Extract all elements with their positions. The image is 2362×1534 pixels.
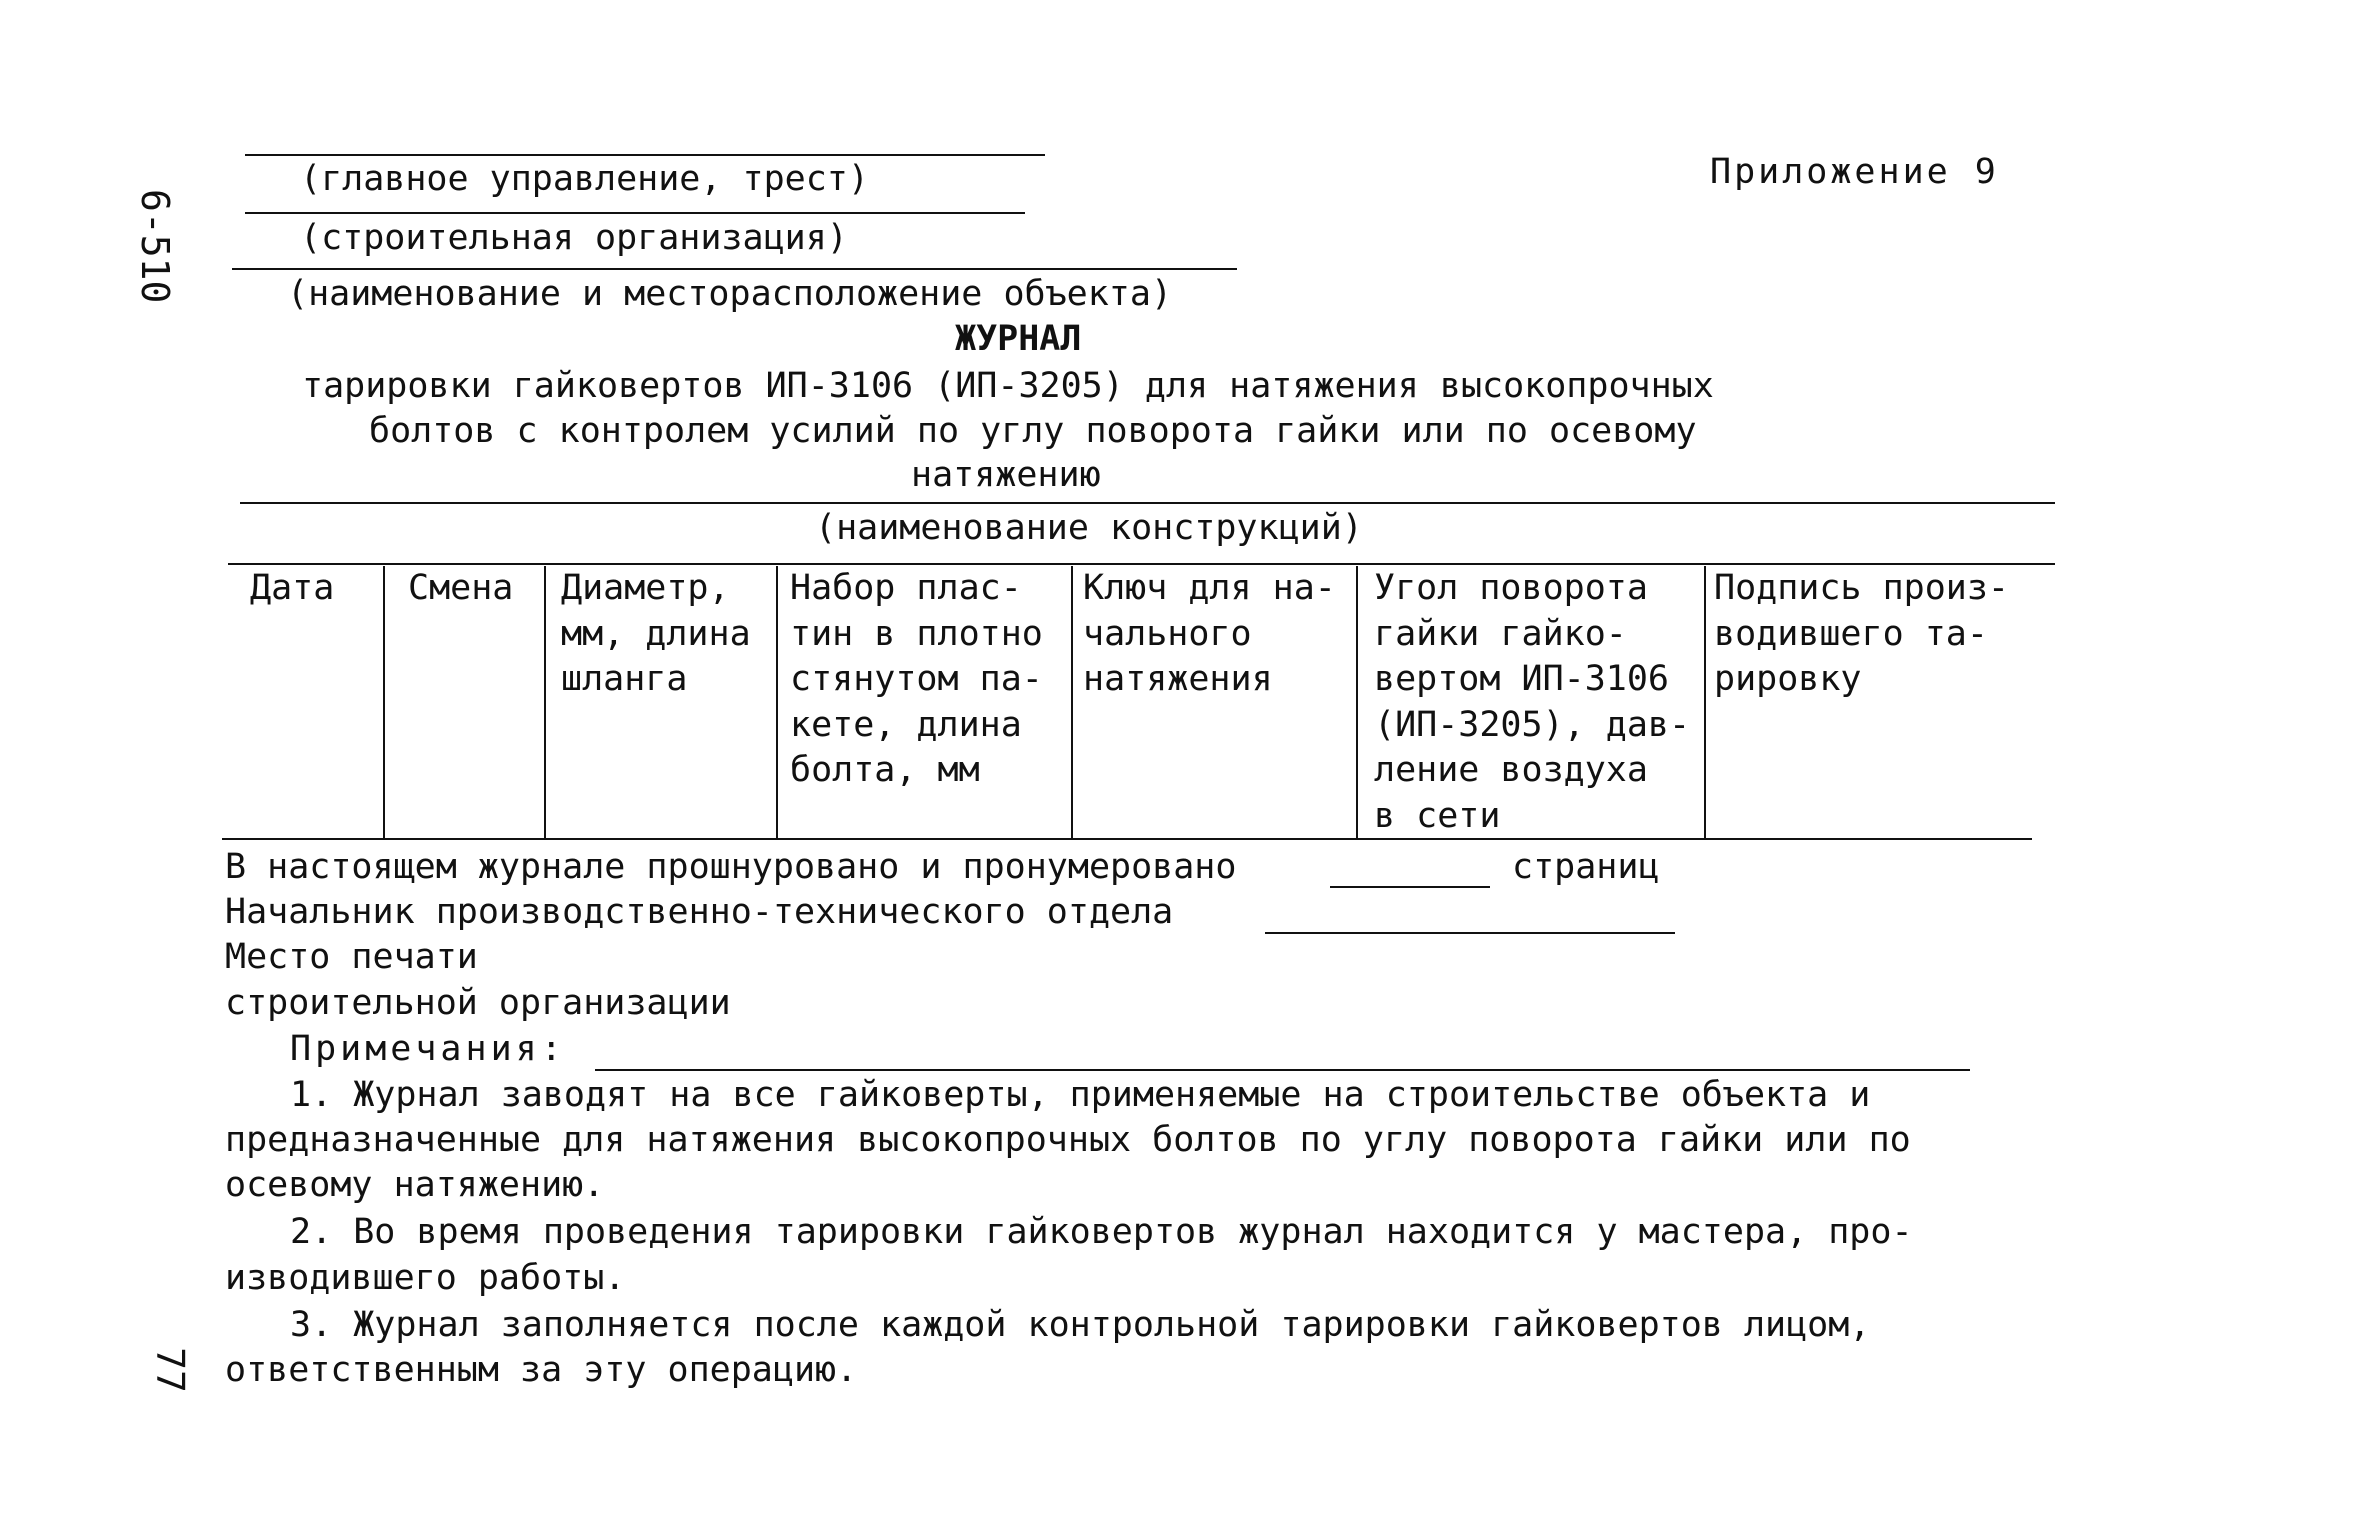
appendix-label: Приложение 9 — [1710, 152, 1999, 192]
seal-line-1: Место печати — [225, 937, 478, 977]
note-3-line-2: ответственным за эту операцию. — [225, 1350, 858, 1390]
note-1-line-2: предназначенные для натяжения высокопрочных болтов по углу поворота гайки или по — [225, 1120, 1911, 1160]
pages-suffix: страниц — [1512, 847, 1660, 887]
notes-heading: Примечания: — [290, 1029, 566, 1069]
pages-count-text: В настоящем журнале прошнуровано и пронумеровано — [225, 847, 1237, 887]
table-top-rule — [228, 563, 2055, 565]
subtitle-line-3: натяжению — [911, 455, 1101, 495]
column-header-angle: Угол поворота гайки гайко- вертом ИП-3106 (ИП-3205), дав- ление воздуха в сети — [1374, 568, 1691, 836]
seal-line-2: строительной организации — [225, 983, 731, 1023]
construction-label: (наименование конструкций) — [815, 508, 1363, 548]
table-divider — [1071, 566, 1073, 840]
header-rule-3 — [232, 268, 1237, 270]
header-label-object: (наименование и месторасположение объекта) — [287, 274, 1173, 314]
subtitle-line-1: тарировки гайковертов ИП-3106 (ИП-3205) для натяжения высокопрочных — [302, 366, 1714, 406]
column-header-wrench: Ключ для на- чального натяжения — [1083, 568, 1336, 699]
column-header-plates: Набор плас- тин в плотно стянутом па- кете, длина болта, мм — [790, 568, 1043, 790]
note-2-line-1: 2. Во время проведения тарировки гайковертов журнал находится у мастера, про- — [290, 1212, 1913, 1252]
note-1-line-1: 1. Журнал заводят на все гайковерты, применяемые на строительстве объекта и — [290, 1075, 1871, 1115]
table-divider — [383, 566, 385, 840]
side-document-code: 6-510 — [133, 189, 177, 304]
column-header-signature: Подпись произ- водившего та- рировку — [1714, 568, 2010, 699]
note-3-line-1: 3. Журнал заполняется после каждой контрольной тарировки гайковертов лицом, — [290, 1305, 1871, 1345]
column-header-diameter: Диаметр, мм, длина шланга — [561, 568, 751, 699]
subtitle-line-2: болтов с контролем усилий по углу поворота гайки или по осевому — [369, 411, 1697, 451]
header-label-organization: (строительная организация) — [300, 218, 848, 258]
chief-signature-blank — [1265, 932, 1675, 934]
column-header-shift: Смена — [408, 568, 514, 608]
table-bottom-rule — [222, 838, 2032, 840]
table-divider — [1704, 566, 1706, 840]
pages-count-blank — [1330, 886, 1490, 888]
table-divider — [776, 566, 778, 840]
page-title: ЖУРНАЛ — [955, 319, 1082, 359]
construction-rule — [240, 502, 2055, 504]
note-2-line-2: изводившего работы. — [225, 1258, 626, 1298]
table-divider — [1356, 566, 1358, 840]
header-rule-1 — [245, 154, 1045, 156]
chief-label: Начальник производственно-технического отдела — [225, 892, 1174, 932]
page-number: 77 — [148, 1347, 192, 1393]
header-rule-2 — [245, 212, 1025, 214]
header-label-trust: (главное управление, трест) — [300, 159, 869, 199]
notes-blank-rule — [595, 1069, 1970, 1071]
table-divider — [544, 566, 546, 840]
column-header-date: Дата — [250, 568, 335, 608]
note-1-line-3: осевому натяжению. — [225, 1165, 605, 1205]
